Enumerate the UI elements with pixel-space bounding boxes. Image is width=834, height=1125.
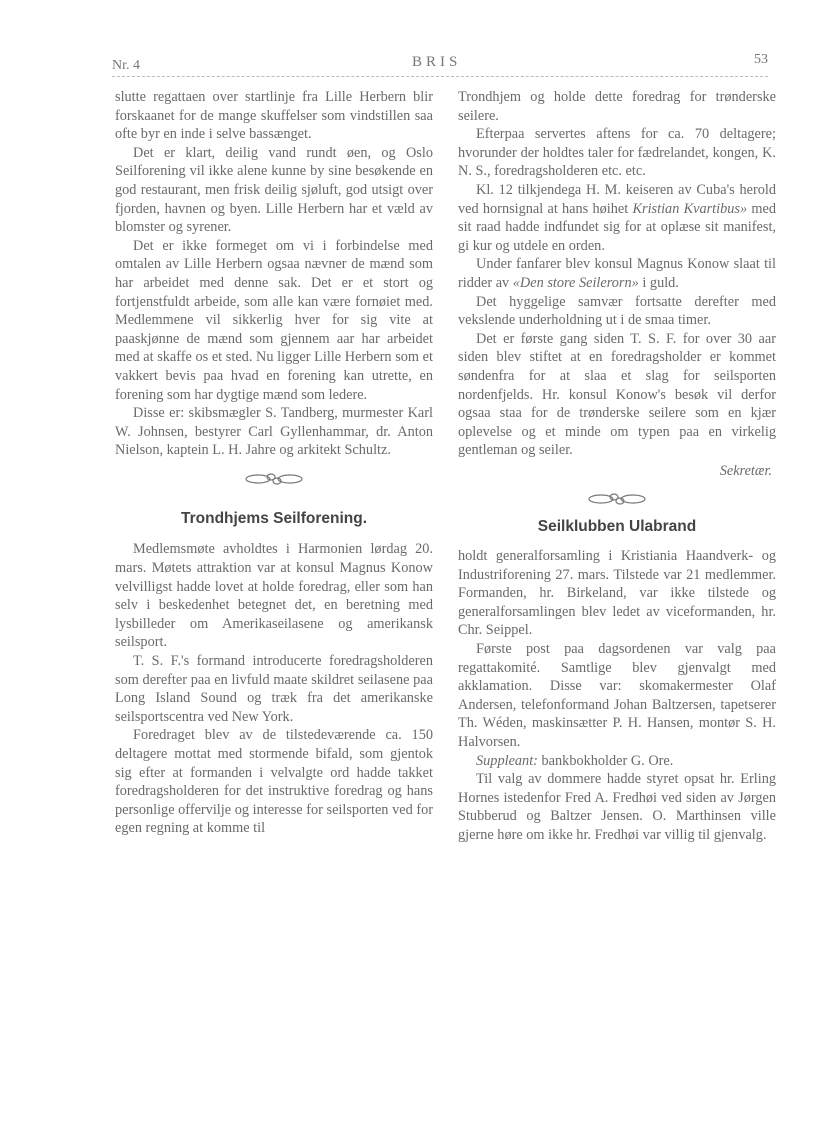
right-column: [458, 88, 776, 845]
article-heading-ulabrand: Seilklubben Ulabrand: [537, 518, 697, 536]
paragraph: Det er klart, deilig vand rundt øen, og Oslo Seilforening vil ikke alene kunne by sine besøkende en god restaurant, men frisk deilig sjøluft, god utsigt over fjorden, havnen og byen. Lille Herbern har et væld av blomster og syrener.: [115, 144, 433, 236]
page-header: [112, 52, 768, 74]
chain-ornament-icon: [587, 492, 647, 506]
issue-number: Nr. 4: [112, 58, 140, 73]
header-rule: [112, 76, 768, 77]
paragraph: Foredraget blev av de tilstedeværende ca. 150 deltagere mottat med stormende bifald, som gjentok sig efter at formanden i velvalgte ord hadde takket foredragsholderen for det instruktive foredrag og hans personlige offervilje og interesse for seilsporten ved for egen regning at komme til: [115, 727, 433, 837]
paragraph: Første post paa dagsordenen var valg paa regattakomité. Samtlige blev gjenvalgt med akklamation. Disse var: skomakermester Olaf Andersen, telefonformand Johan Baltzersen, tapetserer Th. Wéden, maskinsætter P. H. Hansen, montør S. H. Halvorsen.: [458, 641, 776, 750]
suppleant-label: Suppleant:: [476, 752, 538, 769]
paragraph: Det er ikke formeget om vi i forbindelse med omtalen av Lille Herbern ogsaa nævner de mænd som har arbeidet med denne sak. Det er et stort og fortjenstfuldt arbeide, som alle kan være fornøiet med. Medlemmene vil sikkerlig hver for sig vite at paaskjønne de mænd som gjennem aar har arbeidet med at skaffe os et sted. Nu ligger Lille Herbern som et vakkert bevis paa hvad en forening kan utrette, en forening som har dygtige mænd som ledere.: [115, 237, 433, 403]
text-run: i guld.: [638, 274, 679, 291]
signature: Sekretær.: [719, 462, 772, 479]
paragraph: Efterpaa servertes aftens for ca. 70 deltagere; hvorunder der holdtes taler for fædrelandet, kongen, K. N. S., foredragsholderen etc. etc.: [458, 126, 776, 180]
magazine-title: BRIS: [412, 54, 462, 70]
italic-order-name: «Den store Seilerorn»: [512, 274, 639, 291]
paragraph: [458, 181, 776, 255]
page-number: 53: [754, 52, 768, 67]
text-run: Kl. 12 tilkjendega H. M. keiseren av Cuba's herold ved hornsignal at hans høihet: [458, 181, 776, 217]
paragraph: [458, 752, 776, 771]
paragraph: Til valg av dommere hadde styret opsat hr. Erling Hornes istedenfor Fred A. Fredhøi ved siden av Jørgen Stubberud og Baltzer Jensen. O. Marthinsen ville gjerne høre om ikke hr. Fredhøi var villig til gjenvalg.: [458, 771, 776, 843]
text-run: Under fanfarer blev konsul Magnus Konow slaat til ridder av: [458, 256, 776, 291]
paragraph: Det er første gang siden T. S. F. for over 30 aar siden blev stiftet at en foredragsholder er kommet søndenfra for at slaa et slag for seilsporten nordenfjelds. Hr. konsul Konow's besøk vil derfor ogsaa staa for de trønderske seilere som en kjær oplevelse og et minde om typen paa en virkelig gentleman og seiler.: [458, 330, 776, 459]
paragraph: T. S. F.'s formand introducerte foredragsholderen som derefter paa en livfuld maate skildret seilasene paa Long Island Sound og træk fra det amerikanske seilsportscentra ved New York.: [115, 653, 433, 725]
text-run: med sit raad hadde indfundet sig for at oplæse sit manifest, gi kur og utdele en orden.: [458, 200, 776, 254]
text-run: bankbokholder G. Ore.: [537, 752, 674, 769]
paragraph: Trondhjem og holde dette foredrag for trønderske seilere.: [458, 89, 776, 124]
paragraph: slutte regattaen over startlinje fra Lille Herbern blir forskaanet for de mange skuffelser som vindstillen saa ofte byr en inde i selve bassænget.: [115, 89, 433, 143]
paragraph: Medlemsmøte avholdtes i Harmonien lørdag 20. mars. Møtets attraktion var at konsul Magnus Konow velvilligst hadde lovet at holde foredrag, eller som han selv i beskedenhet betegnet det, en beretning med lysbilleder om Amerikaseilasene og amerikansk seilsport.: [115, 541, 433, 651]
paragraph: [458, 255, 776, 292]
paragraph: holdt generalforsamling i Kristiania Haandverk- og Industriforening 27. mars. Tilstede var 21 medlemmer. Formanden, hr. Birkeland, var ikke tilstede og generalforsamlingen blev ledet av viceformanden, hr. Chr. Seippel.: [458, 548, 776, 639]
chain-ornament-icon: [244, 472, 304, 486]
paragraph: Disse er: skibsmægler S. Tandberg, murmester Karl W. Johnsen, bestyrer Carl Gyllenhammar, dr. Anton Nielson, kaptein L. H. Jahre og arkitekt Schultz.: [115, 405, 433, 459]
article-heading-trondhjems: Trondhjems Seilforening.: [180, 509, 368, 527]
left-column: [115, 88, 433, 838]
paragraph: Det hyggelige samvær fortsatte derefter med vekslende underholdning ut i de smaa timer.: [458, 293, 776, 329]
italic-name: Kristian Kvartibus»: [632, 200, 748, 217]
